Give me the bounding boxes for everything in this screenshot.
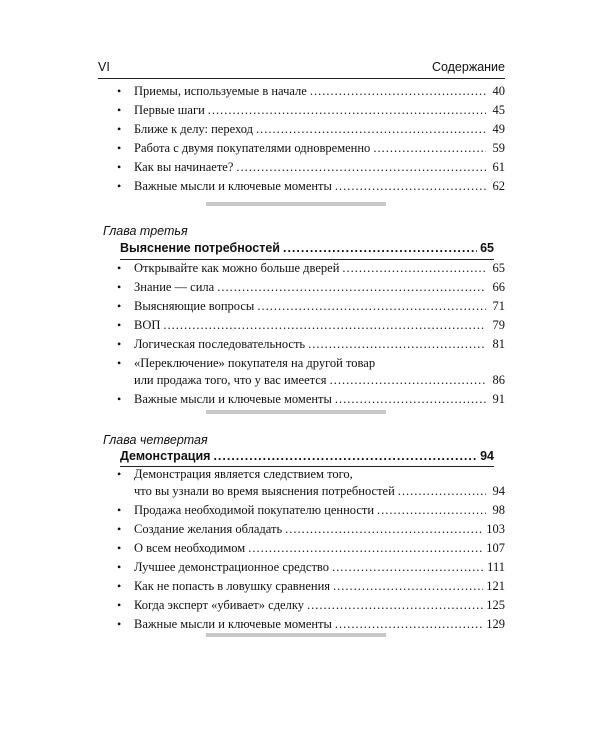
- bullet-icon: •: [117, 122, 122, 136]
- toc-entry: • Важные мысли и ключевые моменты ..... 62: [98, 177, 505, 196]
- bullet-icon: •: [117, 179, 122, 193]
- running-header: [98, 60, 505, 78]
- toc-entry: • Выясняющие вопросы ..... 71: [98, 297, 505, 316]
- chapter3-list: [98, 259, 505, 409]
- toc-entry: • Создание желания обладать ..... 103: [98, 520, 505, 539]
- bullet-icon: •: [117, 467, 122, 481]
- toc-entry: • Когда эксперт «убивает» сделку ..... 125: [98, 596, 505, 615]
- bullet-icon: •: [117, 84, 122, 98]
- chapter-page: 65: [480, 241, 494, 255]
- roman-page-number: VI: [98, 60, 110, 74]
- toc-entry: • О всем необходимом ..... 107: [98, 539, 505, 558]
- toc-entry: • Ближе к делу: переход ..... 49: [98, 120, 505, 139]
- bullet-icon: •: [117, 579, 122, 593]
- chapter-page: 94: [480, 449, 494, 463]
- chapter-title: [120, 238, 494, 258]
- toc-entry: • Открывайте как можно больше дверей ..... 65: [98, 259, 505, 278]
- bullet-icon: •: [117, 337, 122, 351]
- bullet-icon: •: [117, 103, 122, 117]
- chapter-label: Глава третья: [103, 224, 188, 238]
- toc-entry: • Важные мысли и ключевые моменты ..... 129: [98, 615, 505, 634]
- bullet-icon: •: [117, 160, 122, 174]
- toc-entry: • ВОП ..... 79: [98, 316, 505, 335]
- toc-entry: • Знание — сила ..... 66: [98, 278, 505, 297]
- bullet-icon: •: [117, 617, 122, 631]
- bullet-icon: •: [117, 318, 122, 332]
- bullet-icon: •: [117, 522, 122, 536]
- bullet-icon: •: [117, 392, 122, 406]
- chapter-title-text: Выяснение потребностей: [120, 241, 280, 255]
- chapter4-list: [98, 465, 505, 634]
- section-top-list: [98, 82, 505, 196]
- bullet-icon: •: [117, 560, 122, 574]
- toc-entry: • Лучшее демонстрационное средство ..... 111: [98, 558, 505, 577]
- section-divider: [206, 202, 386, 206]
- bullet-icon: •: [117, 503, 122, 517]
- toc-entry: • Логическая последовательность ..... 81: [98, 335, 505, 354]
- chapter-title-text: Демонстрация: [120, 449, 211, 463]
- bullet-icon: •: [117, 261, 122, 275]
- header-rule: [98, 78, 505, 79]
- bullet-icon: •: [117, 280, 122, 294]
- toc-entry: • Как вы начинаете? ..... 61: [98, 158, 505, 177]
- bullet-icon: •: [117, 598, 122, 612]
- bullet-icon: •: [117, 141, 122, 155]
- bullet-icon: •: [117, 541, 122, 555]
- toc-entry: • Работа с двумя покупателями одновременно ..... 59: [98, 139, 505, 158]
- toc-entry: • Первые шаги ..... 45: [98, 101, 505, 120]
- header-title: Содержание: [431, 60, 505, 74]
- bullet-icon: •: [117, 356, 122, 370]
- toc-entry: • Как не попасть в ловушку сравнения ..... 121: [98, 577, 505, 596]
- toc-entry: • «Переключение» покупателя на другой товар или продажа того, что у вас имеется ..... 86: [98, 354, 505, 390]
- toc-entry: • Демонстрация является следствием того, что вы узнали во время выяснения потребностей ..... 94: [98, 465, 505, 501]
- chapter-label: Глава четвертая: [103, 433, 208, 447]
- toc-entry: • Продажа необходимой покупателю ценности ..... 98: [98, 501, 505, 520]
- chapter-title: [120, 446, 494, 466]
- bullet-icon: •: [117, 299, 122, 313]
- section-divider: [206, 410, 386, 414]
- section-divider: [206, 633, 386, 637]
- toc-entry: • Приемы, используемые в начале ..... 40: [98, 82, 505, 101]
- toc-entry: • Важные мысли и ключевые моменты ..... 91: [98, 390, 505, 409]
